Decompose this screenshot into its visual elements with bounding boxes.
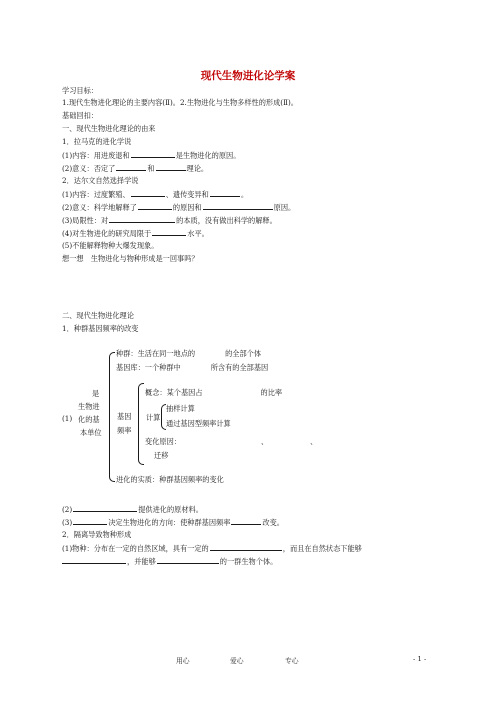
gene-frequency-label: 频率: [117, 426, 132, 435]
change-cause-line: 变化原因： 、 、: [145, 437, 318, 446]
footer-text-3: 专心: [285, 657, 299, 665]
main-brace: [109, 352, 115, 482]
diagram-left-label: 是: [92, 389, 100, 398]
species-definition-line: (1)物种：分布在一定的自然区域，具有一定的 ，而且在自然状态下能够: [62, 544, 362, 553]
blank-line: [131, 189, 165, 197]
page-number: - 1 -: [413, 655, 427, 663]
darwin-meaning-line: (2)意义：科学地解释了 的原因和 原因。: [62, 203, 296, 212]
darwin-limit-line: (3)局限性：对 的本质，没有做出科学的解释。: [62, 216, 277, 225]
lamarck-meaning-line: (2)意义：否定了 和 理论。: [62, 164, 209, 173]
goals-heading: 学习目标：: [62, 86, 98, 95]
blank-line: [73, 517, 107, 525]
section-1-heading: 一、现代生物进化理论的由来: [62, 124, 156, 133]
calculation-method-1: 抽样计算: [166, 404, 195, 413]
blank-line: [203, 202, 273, 210]
point-2-line: (2) 提供进化的原材料。: [62, 505, 203, 514]
darwin-heading: 2．达尔文自然选择学说: [62, 176, 139, 185]
darwin-content-line: (1)内容：过度繁殖、 、遗传变异和 。: [62, 190, 249, 199]
footer-text-1: 用心: [176, 657, 190, 665]
blank-line: [109, 215, 175, 223]
document-title: 现代生物进化论学案: [200, 70, 296, 82]
blank-line: [73, 504, 137, 512]
calculation-label: 计算: [146, 413, 161, 422]
darwin-level-line: (4)对生物进化的研究局限于 水平。: [62, 229, 209, 238]
blank-line: [210, 189, 240, 197]
goals-line: 1.现代生物进化理论的主要内容(Ⅱ)。2.生物进化与生物多样性的形成(Ⅱ)。: [62, 98, 298, 107]
frequency-brace: [138, 383, 144, 465]
blank-line: [131, 150, 175, 158]
concept-line: 概念：某个基因占 的比率: [145, 388, 283, 397]
migration-label: 迁移: [154, 451, 169, 460]
blank-line: [62, 556, 126, 564]
footer-text-2: 爱心: [230, 657, 244, 665]
gene-frequency-heading: 1．种群基因频率的改变: [62, 324, 139, 333]
blank-line: [138, 202, 172, 210]
species-definition-line-2: ，并能够 的一群生物个体。: [62, 556, 277, 566]
section-2-heading: 二、现代生物进化理论: [62, 311, 134, 320]
think-question: 想一想 生物进化与物种形成是一回事吗？: [62, 254, 199, 263]
calculation-method-2: 通过基因型频率计算: [166, 419, 231, 428]
lamarck-heading: 1．拉马克的进化学说: [62, 137, 132, 146]
population-line: 种群：生活在同一地点的 的全部个体: [116, 349, 262, 358]
blank-line: [210, 543, 282, 551]
diagram-left-label: 化的基: [78, 415, 100, 424]
blank-line: [156, 163, 186, 171]
isolation-heading: 2．隔离导致物种形成: [62, 530, 132, 539]
blank-line: [152, 228, 186, 236]
diagram-left-label: 本单位: [80, 428, 102, 437]
blank-line: [231, 517, 261, 525]
evolution-essence: 进化的实质：种群基因频率的变化: [116, 475, 224, 484]
gene-frequency-label: 基因: [117, 412, 132, 421]
basics-heading: 基础回扣：: [62, 111, 98, 120]
diagram-left-label: 生物进: [78, 402, 100, 411]
point-3-line: (3) 决定生物进化的方向：使种群基因频率 改变。: [62, 518, 284, 527]
blank-line: [157, 556, 219, 564]
blank-line: [116, 163, 146, 171]
lamarck-content-line: (1)内容：用进废退和 是生物进化的原因。: [62, 151, 241, 160]
diagram-number: (1): [62, 414, 73, 423]
gene-pool-line: 基因库：一个种群中 所含有的全部基因: [116, 363, 269, 372]
darwin-explosion-line: (5)不能解释物种大爆发现象。: [62, 241, 159, 250]
